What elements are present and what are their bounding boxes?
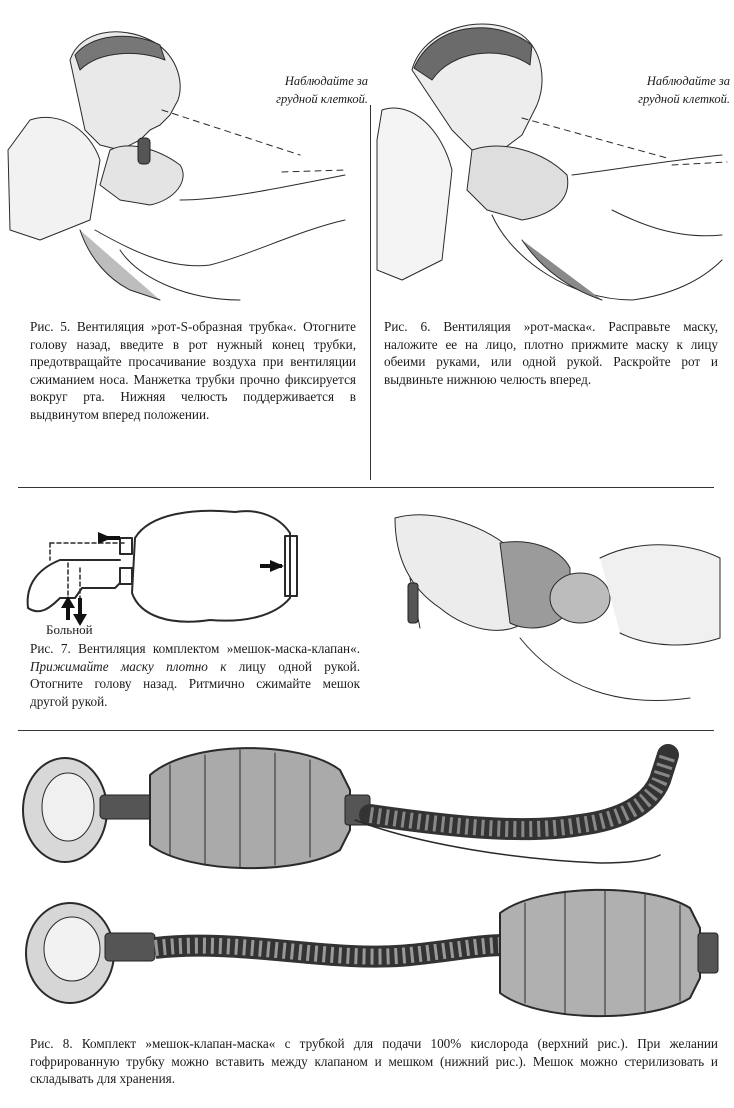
figure-5-note-line1: Наблюдайте за <box>284 74 368 88</box>
figure-7-caption <box>30 640 360 710</box>
figure-5-caption: Рис. 5. Вентиляция »рот-S-образная трубка«. Отогните голову назад, введите в рот нужный конец трубки, предотвращайте просачивание воздуха при вентиляции сжиманием носа. Манжетка трубки прочно фиксируется вокруг рта. Нижняя челюсть поддерживается в выдвинутом вперед положении. <box>30 319 356 422</box>
figure-6 <box>372 0 734 485</box>
figure-8-top-kit <box>0 735 734 875</box>
figure-8 <box>0 735 734 1108</box>
patient-label: Больной <box>46 622 93 637</box>
figure-6-illustration <box>372 0 734 310</box>
figure-6-caption: Рис. 6. Вентиляция »рот-маска«. Расправьте маску, наложите ее на лицо, плотно прижмите маску к лицу обеими руками, или одной рукой. Раскройте рот и выдвиньте нижнюю челюсть вперед. <box>384 319 718 387</box>
figure-8-caption: Рис. 8. Комплект »мешок-клапан-маска« с трубкой для подачи 100% кислорода (верхний рис.). При желании гофрированную трубку можно вставить между клапаном и мешком (нижний рис.). Мешок можно стерилизовать и складывать для хранения. <box>30 1036 718 1087</box>
figure-7-diagram <box>20 498 340 638</box>
figure-7 <box>0 490 734 725</box>
figure-5-illustration <box>0 0 370 300</box>
figure-7-illustration <box>390 498 730 718</box>
figure-5-note-line2: грудной клеткой. <box>276 92 368 106</box>
figure-6-note <box>562 72 730 108</box>
column-divider <box>370 105 371 480</box>
figure-5 <box>0 0 370 485</box>
figure-5-note <box>200 72 368 108</box>
figure-8-bottom-kit <box>0 883 734 1023</box>
figure-7-caption-italic: Прижимайте маску плотно к <box>30 658 227 674</box>
section-divider-1 <box>18 487 714 488</box>
figure-7-caption-part2: лицу одной рукой. Отогните голову назад. Ритмично сжимайте мешок другой рукой. <box>30 658 360 709</box>
figure-7-caption-part1: Рис. 7. Вентиляция комплектом »мешок-маска-клапан«. <box>30 641 360 656</box>
figure-6-note-line1: Наблюдайте за <box>646 74 730 88</box>
section-divider-2 <box>18 730 714 731</box>
figure-6-note-line2: грудной клеткой. <box>638 92 730 106</box>
